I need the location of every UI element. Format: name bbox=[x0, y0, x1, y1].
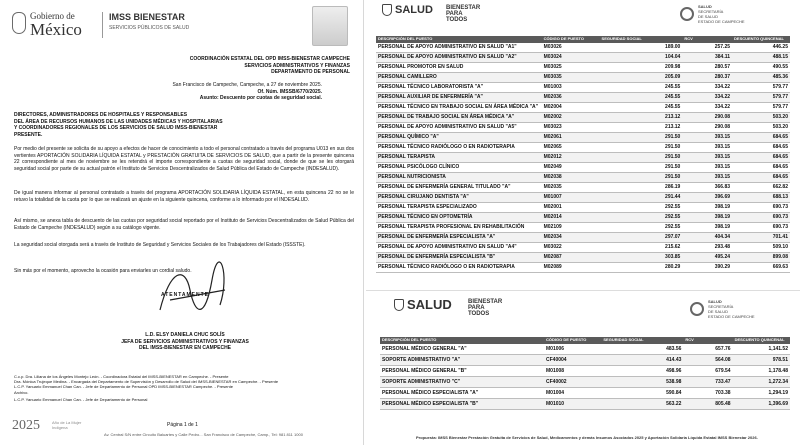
table-cell: 579.77 bbox=[732, 92, 790, 102]
table-cell: SOPORTE ADMINISTRATIVO "A" bbox=[380, 355, 544, 366]
table-cell: 334.22 bbox=[682, 102, 732, 112]
state-health-logo bbox=[680, 4, 745, 24]
table-cell: 503.20 bbox=[732, 122, 790, 132]
table-cell: PERSONAL AUXILIAR DE ENFERMERÍA "A" bbox=[376, 92, 542, 102]
signer-title-2: DEL IMSS-BIENESTAR EN CAMPECHE bbox=[138, 345, 232, 352]
table-cell: 679.54 bbox=[683, 366, 732, 377]
table-row bbox=[380, 399, 790, 410]
table-cell: M03026 bbox=[542, 43, 600, 53]
coat-of-arms-icon bbox=[12, 12, 26, 34]
salud-logo bbox=[394, 297, 452, 312]
table-cell: M02038 bbox=[542, 172, 600, 182]
signer-name: L.D. ELSY DANIELA CHUC SOLÍS bbox=[145, 332, 225, 338]
table-cell: 245.55 bbox=[600, 82, 683, 92]
table-cell: 245.55 bbox=[600, 92, 683, 102]
table-cell: PERSONAL TERAPISTA bbox=[376, 152, 542, 162]
table-row bbox=[376, 132, 790, 142]
table-cell: 669.63 bbox=[732, 262, 790, 272]
table-cell: M02089 bbox=[542, 262, 600, 272]
table-cell: 488.15 bbox=[732, 52, 790, 62]
table-cell: M01007 bbox=[542, 192, 600, 202]
table-cell: 1,272.34 bbox=[733, 377, 790, 388]
table-cell: 213.12 bbox=[600, 112, 683, 122]
table-cell: 701.41 bbox=[732, 232, 790, 242]
cc-line: Dra. Mónica Trujeque Medina. - Encargada del Departamento de Supervisión y Desarrollo de Salud del IMSS-BIENESTAR en Campeche. - Presente bbox=[14, 379, 279, 385]
table-cell: 393.15 bbox=[682, 142, 732, 152]
table-cell: PERSONAL TÉCNICO LABORATORISTA "A" bbox=[376, 82, 542, 92]
table-cell: 393.15 bbox=[682, 152, 732, 162]
table-cell: M03025 bbox=[542, 62, 600, 72]
todos-line: PARA bbox=[468, 305, 485, 311]
bienestar-todos-logo bbox=[446, 5, 480, 23]
table-cell: 563.22 bbox=[601, 399, 683, 410]
signer-title-1: JEFA DE SERVICIOS ADMINISTRATIVOS Y FINANZAS bbox=[121, 338, 249, 345]
sheet2-header bbox=[366, 291, 800, 319]
cc-list bbox=[14, 374, 354, 402]
place-date: San Francisco de Campeche, Campeche, a 27 de noviembre 2025. bbox=[172, 82, 322, 88]
table-cell: M02109 bbox=[542, 222, 600, 232]
shield-icon bbox=[394, 299, 404, 311]
column-header: CÓDIGO DE PUESTO bbox=[542, 36, 600, 43]
table-cell: 703.38 bbox=[683, 388, 732, 399]
gov-line1: Gobierno de bbox=[30, 11, 75, 21]
table-cell: 398.19 bbox=[682, 212, 732, 222]
table-cell: PERSONAL TÉCNICO EN OPTOMETRÍA bbox=[376, 212, 542, 222]
office-number: Of. Núm. IMSSB/6770/2025. bbox=[257, 88, 322, 95]
table-cell: 690.73 bbox=[732, 222, 790, 232]
table-cell: M03022 bbox=[542, 242, 600, 252]
salud-logo bbox=[382, 4, 433, 16]
table-cell: 303.85 bbox=[600, 252, 683, 262]
table-cell: 1,396.69 bbox=[733, 399, 790, 410]
table-row bbox=[376, 222, 790, 232]
table-cell: 684.65 bbox=[732, 162, 790, 172]
table-cell: PERSONAL PROMOTOR EN SALUD bbox=[376, 62, 542, 72]
closing-line: Sin más por el momento, aprovecho la ocasión para enviarles un cordial saludo. bbox=[14, 268, 192, 274]
table-cell: 104.04 bbox=[600, 52, 683, 62]
state-logo-text bbox=[698, 4, 745, 24]
table-cell: 396.69 bbox=[682, 192, 732, 202]
address-line: Av. Central S/N entre Circuito Baluartes y Calle Pedro... San Francisco de Campeche, Camp., Tel: 981 811 1000 bbox=[104, 432, 303, 437]
table-cell: 495.24 bbox=[682, 252, 732, 262]
column-header: DESCRIPCIÓN DEL PUESTO bbox=[380, 337, 544, 344]
table-cell: 291.50 bbox=[600, 162, 683, 172]
table-cell: CF40002 bbox=[544, 377, 601, 388]
table-cell: 398.19 bbox=[682, 202, 732, 212]
state-logo-line: SALUD bbox=[698, 4, 712, 9]
table-cell: 509.10 bbox=[732, 242, 790, 252]
table-row bbox=[376, 172, 790, 182]
table-cell: 257.25 bbox=[682, 43, 732, 53]
table-row bbox=[376, 52, 790, 62]
column-header: DESCRIPCIÓN DEL PUESTO bbox=[376, 36, 542, 43]
paragraph-4: La seguridad social otorgada será a través de Instituto de Seguridad y Servicios Sociales de los Trabajadores del Estado (ISSSTE). bbox=[14, 242, 306, 248]
table-cell: 485.36 bbox=[732, 72, 790, 82]
table-row bbox=[376, 112, 790, 122]
table-cell: PERSONAL DE ENFERMERÍA ESPECIALISTA "A" bbox=[376, 232, 542, 242]
table-row bbox=[376, 252, 790, 262]
table-cell: 579.77 bbox=[732, 102, 790, 112]
table-cell: 684.65 bbox=[732, 142, 790, 152]
table-cell: 662.82 bbox=[732, 182, 790, 192]
table-cell: 215.62 bbox=[600, 242, 683, 252]
state-logo-line: DE SALUD bbox=[708, 309, 729, 314]
table-cell: 293.48 bbox=[682, 242, 732, 252]
table-cell: 564.08 bbox=[683, 355, 732, 366]
table-cell: M01010 bbox=[544, 399, 601, 410]
table-cell: 245.55 bbox=[600, 102, 683, 112]
state-seal-icon bbox=[690, 302, 704, 316]
table-cell: M01008 bbox=[544, 366, 601, 377]
salud-text: SALUD bbox=[407, 297, 452, 312]
table-cell: SOPORTE ADMINISTRATIVO "C" bbox=[380, 377, 544, 388]
table-cell: 280.37 bbox=[682, 72, 732, 82]
table-cell: 657.76 bbox=[683, 344, 732, 355]
paragraph-1: Por medio del presente se solicita de su apoyo a efectos de hacer de conocimiento a todo el personal contratado a través del programa U013 en sus dos vertientes APORTACIÓN SOLIDARIA LÍQUIDA ESTATAL y PRESTACIÓN GRATUITA DE SERVICIOS DE SALUD, que a partir de la presente quincena 22 correspondiente al mes de noviembre se les retendrá el importe correspondiente a cuotas de seguridad social, donde de que se les otorgará seguridad social por parte de su actual patrón el Instituto de Servicios Descentralizados de Salud Pública del Estado de Campeche (INDESALUD). bbox=[14, 146, 354, 172]
table-cell: 899.08 bbox=[732, 252, 790, 262]
column-header: CÓDIGO DE PUESTO bbox=[544, 337, 601, 344]
state-logo-line: SALUD bbox=[708, 299, 722, 304]
state-logo-line: DE SALUD bbox=[698, 14, 719, 19]
todos-line: TODOS bbox=[468, 311, 490, 317]
table-cell: 280.57 bbox=[682, 62, 732, 72]
table-cell: M03023 bbox=[542, 122, 600, 132]
table-cell: M01006 bbox=[544, 344, 601, 355]
table-cell: 286.19 bbox=[600, 182, 683, 192]
discount-table-sheet-1 bbox=[366, 0, 800, 268]
table-cell: 483.56 bbox=[601, 344, 683, 355]
table-cell: 688.13 bbox=[732, 192, 790, 202]
table-cell: M01004 bbox=[544, 388, 601, 399]
table-cell: M02014 bbox=[542, 212, 600, 222]
table-row bbox=[376, 122, 790, 132]
emblem-icon bbox=[312, 6, 348, 46]
table-cell: 393.15 bbox=[682, 162, 732, 172]
table-cell: PERSONAL TÉCNICO RADIÓLOGO O EN RADIOTERAPIA bbox=[376, 262, 542, 272]
table-cell: 292.55 bbox=[600, 222, 683, 232]
state-logo-line: SECRETARÍA bbox=[708, 304, 734, 309]
state-logo-line: ESTADO DE CAMPECHE bbox=[708, 314, 755, 319]
table-cell: PERSONAL QUÍMICO "A" bbox=[376, 132, 542, 142]
todos-line: BIENESTAR bbox=[468, 299, 503, 305]
table-cell: 291.50 bbox=[600, 142, 683, 152]
table-cell: 579.77 bbox=[732, 82, 790, 92]
table-cell: 291.44 bbox=[600, 192, 683, 202]
table-cell: PERSONAL DE APOYO ADMINISTRATIVO EN SALUD "A4" bbox=[376, 242, 542, 252]
table-cell: M02049 bbox=[542, 162, 600, 172]
table-cell: 334.22 bbox=[682, 82, 732, 92]
year-mark: 2025 bbox=[12, 418, 40, 433]
cc-line: L.C.P. Yanuario Emmanuel Chan Can. - Jefe de Departamento de Personal OPD IMSS-BIENESTAR Campeche. - Presente bbox=[14, 384, 233, 390]
imss-subtitle: SERVICIOS PÚBLICOS DE SALUD bbox=[109, 25, 190, 31]
table-cell: M03035 bbox=[542, 72, 600, 82]
table-cell: PERSONAL DE APOYO ADMINISTRATIVO EN SALUD "A2" bbox=[376, 52, 542, 62]
signer-block bbox=[90, 332, 280, 352]
table-cell: 684.65 bbox=[732, 172, 790, 182]
table-cell: 446.25 bbox=[732, 43, 790, 53]
table-row bbox=[376, 242, 790, 252]
table-cell: 189.00 bbox=[600, 43, 683, 53]
department-heading bbox=[60, 56, 350, 76]
salud-text: SALUD bbox=[395, 4, 433, 16]
year-caption: Año de La Mujer Indígena bbox=[52, 420, 82, 430]
table-cell: 280.29 bbox=[600, 262, 683, 272]
table-cell: 404.34 bbox=[682, 232, 732, 242]
table-row bbox=[380, 355, 790, 366]
table-cell: M02001 bbox=[542, 202, 600, 212]
table-cell: 498.96 bbox=[601, 366, 683, 377]
table-cell: 213.12 bbox=[600, 122, 683, 132]
table-cell: PERSONAL NUTRICIONISTA bbox=[376, 172, 542, 182]
table-row bbox=[376, 162, 790, 172]
table-row bbox=[376, 62, 790, 72]
letter-footer bbox=[12, 416, 352, 442]
head-line-1: COORDINACIÓN ESTATAL DEL OPD IMSS-BIENESTAR CAMPECHE bbox=[189, 56, 350, 62]
table-cell: M02035 bbox=[542, 182, 600, 192]
table-row bbox=[376, 182, 790, 192]
table-cell: 538.98 bbox=[601, 377, 683, 388]
table-cell: PERSONAL TERAPISTA PROFESIONAL EN REHABILITACIÓN bbox=[376, 222, 542, 232]
state-logo-text bbox=[708, 299, 755, 319]
table-cell: 384.11 bbox=[682, 52, 732, 62]
table-cell: 490.55 bbox=[732, 62, 790, 72]
table-cell: M03024 bbox=[542, 52, 600, 62]
table-cell: 590.84 bbox=[601, 388, 683, 399]
sheet1-table bbox=[376, 36, 790, 273]
table-cell: 290.08 bbox=[682, 122, 732, 132]
table-cell: 292.55 bbox=[600, 212, 683, 222]
discount-table-sheet-2 bbox=[366, 290, 800, 445]
table-cell: 690.73 bbox=[732, 212, 790, 222]
table-cell: 290.08 bbox=[682, 112, 732, 122]
subject-line: Asunto: Descuento por cuotas de seguridad social. bbox=[199, 95, 322, 102]
table-cell: 978.51 bbox=[733, 355, 790, 366]
todos-line: TODOS bbox=[446, 17, 468, 23]
column-header: RCV bbox=[682, 36, 732, 43]
table-row bbox=[380, 366, 790, 377]
table-cell: 684.65 bbox=[732, 152, 790, 162]
table-cell: 205.09 bbox=[600, 72, 683, 82]
table-cell: PERSONAL MÉDICO ESPECIALISTA "B" bbox=[380, 399, 544, 410]
recipients bbox=[14, 112, 354, 138]
todos-line: PARA bbox=[446, 11, 463, 17]
table-row bbox=[376, 142, 790, 152]
imss-bienestar-logo bbox=[102, 12, 212, 38]
table-footnote: Propuesta: IMSS Bienestar Prestación Gratuita de Servicios de Salud, Medicamentos y demás Insumos Asociados 2025 y Aportación Solidaria Líquida Estatal IMSS Bienestar 2026. bbox=[416, 435, 758, 440]
table-cell: 1,178.48 bbox=[733, 366, 790, 377]
state-logo-line: SECRETARÍA bbox=[698, 9, 724, 14]
table-cell: PERSONAL DE APOYO ADMINISTRATIVO EN SALUD "A5" bbox=[376, 122, 542, 132]
table-cell: 1,141.52 bbox=[733, 344, 790, 355]
column-header: SEGURIDAD SOCIAL bbox=[600, 36, 683, 43]
table-cell: M02065 bbox=[542, 142, 600, 152]
table-cell: CF40004 bbox=[544, 355, 601, 366]
cc-line: C.c.p. Dra. Liliana de los Ángeles Montejo León. - Coordinadora Estatal del IMSS-BIENESTAR en Campeche. - Presente bbox=[14, 374, 229, 379]
table-cell: M02087 bbox=[542, 252, 600, 262]
column-header: SEGURIDAD SOCIAL bbox=[601, 337, 683, 344]
table-cell: PERSONAL PSICÓLOGO CLÍNICO bbox=[376, 162, 542, 172]
table-cell: PERSONAL TÉCNICO RADIÓLOGO O EN RADIOTERAPIA bbox=[376, 142, 542, 152]
table-cell: 414.43 bbox=[601, 355, 683, 366]
table-cell: 393.15 bbox=[682, 132, 732, 142]
table-cell: 390.29 bbox=[682, 262, 732, 272]
table-cell: 805.48 bbox=[683, 399, 732, 410]
table-cell: 292.55 bbox=[600, 202, 683, 212]
table-cell: 291.50 bbox=[600, 132, 683, 142]
recipient-line: DEL ÁREA DE RECURSOS HUMANOS DE LAS UNIDADES MÉDICAS Y HOSPITALARIAS bbox=[14, 118, 223, 125]
recipient-line: Y COORDINADORES REGIONALES DE LOS SERVICIOS DE SALUD IMSS-BIENESTAR bbox=[14, 125, 218, 132]
cc-line: Archivo. bbox=[14, 389, 29, 395]
letter-header bbox=[12, 6, 352, 46]
table-row bbox=[376, 82, 790, 92]
table-cell: M02036 bbox=[542, 92, 600, 102]
bienestar-todos-logo bbox=[468, 299, 502, 317]
sheet1-header bbox=[366, 0, 800, 24]
table-cell: PERSONAL DE APOYO ADMINISTRATIVO EN SALUD "A1" bbox=[376, 43, 542, 53]
table-cell: PERSONAL MÉDICO GENERAL "A" bbox=[380, 344, 544, 355]
table-cell: 398.19 bbox=[682, 222, 732, 232]
table-cell: PERSONAL CIRUJANO DENTISTA "A" bbox=[376, 192, 542, 202]
gobierno-de-mexico-logo bbox=[12, 8, 94, 42]
sheet2-table bbox=[380, 337, 790, 410]
table-row bbox=[376, 192, 790, 202]
column-header: RCV bbox=[683, 337, 732, 344]
table-cell: 690.73 bbox=[732, 202, 790, 212]
head-line-3: DEPARTAMENTO DE PERSONAL bbox=[271, 69, 350, 76]
table-cell: PERSONAL DE ENFERMERÍA ESPECIALISTA "B" bbox=[376, 252, 542, 262]
table-row bbox=[376, 212, 790, 222]
recipient-line: DIRECTORES, ADMINISTRADORES DE HOSPITALES Y RESPONSABLES bbox=[14, 112, 188, 118]
table-cell: M02002 bbox=[542, 112, 600, 122]
table-row bbox=[376, 72, 790, 82]
atentamente: ATENTAMENTE bbox=[160, 292, 210, 298]
table-row bbox=[376, 102, 790, 112]
table-row bbox=[380, 388, 790, 399]
column-header: DESCUENTO QUINCENAL bbox=[733, 337, 790, 344]
table-row bbox=[376, 202, 790, 212]
table-row bbox=[376, 262, 790, 272]
table-row bbox=[376, 152, 790, 162]
table-cell: 503.20 bbox=[732, 112, 790, 122]
table-cell: PERSONAL TERAPISTA ESPECIALIZADO bbox=[376, 202, 542, 212]
table-cell: 291.50 bbox=[600, 152, 683, 162]
shield-icon bbox=[382, 4, 392, 16]
table-row bbox=[376, 232, 790, 242]
place-date-block bbox=[60, 82, 322, 102]
table-cell: 209.98 bbox=[600, 62, 683, 72]
state-logo-line: ESTADO DE CAMPECHE bbox=[698, 19, 745, 24]
table-row bbox=[376, 92, 790, 102]
table-cell: M02004 bbox=[542, 102, 600, 112]
table-cell: PERSONAL MÉDICO GENERAL "B" bbox=[380, 366, 544, 377]
table-cell: 733.47 bbox=[683, 377, 732, 388]
todos-line: BIENESTAR bbox=[446, 5, 481, 11]
recipient-line: PRESENTE. bbox=[14, 131, 43, 138]
table-row bbox=[376, 43, 790, 53]
table-cell: 684.65 bbox=[732, 132, 790, 142]
table-cell: PERSONAL TÉCNICO EN TRABAJO SOCIAL EN ÁREA MÉDICA "A" bbox=[376, 102, 542, 112]
imss-name: IMSS BIENESTAR bbox=[109, 12, 185, 22]
table-cell: M01003 bbox=[542, 82, 600, 92]
column-header: DESCUENTO QUINCENAL bbox=[732, 36, 790, 43]
table-cell: 393.15 bbox=[682, 172, 732, 182]
paragraph-2: De igual manera informar al personal contratado a través del programa APORTACIÓN SOLIDARIA LÍQUIDA ESTATAL, en esta quincena 22 no se le retuvo la totalidad de la cuota por lo que se realizará un ajuste en la siguiente quincena, conforme a lo informado por el INDESALUD. bbox=[14, 190, 354, 203]
state-health-logo bbox=[690, 299, 755, 319]
official-letter bbox=[0, 0, 364, 445]
table-cell: 297.07 bbox=[600, 232, 683, 242]
table-row bbox=[380, 377, 790, 388]
table-row bbox=[380, 344, 790, 355]
gov-line2: México bbox=[30, 20, 82, 39]
table-cell: PERSONAL DE TRABAJO SOCIAL EN ÁREA MÉDICA "A" bbox=[376, 112, 542, 122]
table-cell: PERSONAL DE ENFERMERÍA GENERAL TITULADO "A" bbox=[376, 182, 542, 192]
head-line-2: SERVICIOS ADMINISTRATIVOS Y FINANZAS bbox=[244, 62, 350, 69]
table-cell: 291.50 bbox=[600, 172, 683, 182]
table-cell: PERSONAL CAMILLERO bbox=[376, 72, 542, 82]
table-cell: PERSONAL MÉDICO ESPECIALISTA "A" bbox=[380, 388, 544, 399]
table-cell: M02012 bbox=[542, 152, 600, 162]
page-number: Página 1 de 1 bbox=[167, 422, 198, 428]
paragraph-3: Así mismo, se anexa tabla de descuento de las cuotas por seguridad social reportado por el Instituto de Servicios Descentralizados de Salud Pública del Estado de Campeche (INDESALUD) según a su catálogo vigente. bbox=[14, 218, 354, 231]
state-seal-icon bbox=[680, 7, 694, 21]
table-cell: 334.22 bbox=[682, 92, 732, 102]
table-cell: M02061 bbox=[542, 132, 600, 142]
table-cell: 1,294.19 bbox=[733, 388, 790, 399]
table-cell: M02034 bbox=[542, 232, 600, 242]
table-cell: 366.83 bbox=[682, 182, 732, 192]
initials-line: L.C.P. Yanuario Emmanuel Chan Can. - Jefe de Departamento de Personal bbox=[14, 396, 148, 402]
